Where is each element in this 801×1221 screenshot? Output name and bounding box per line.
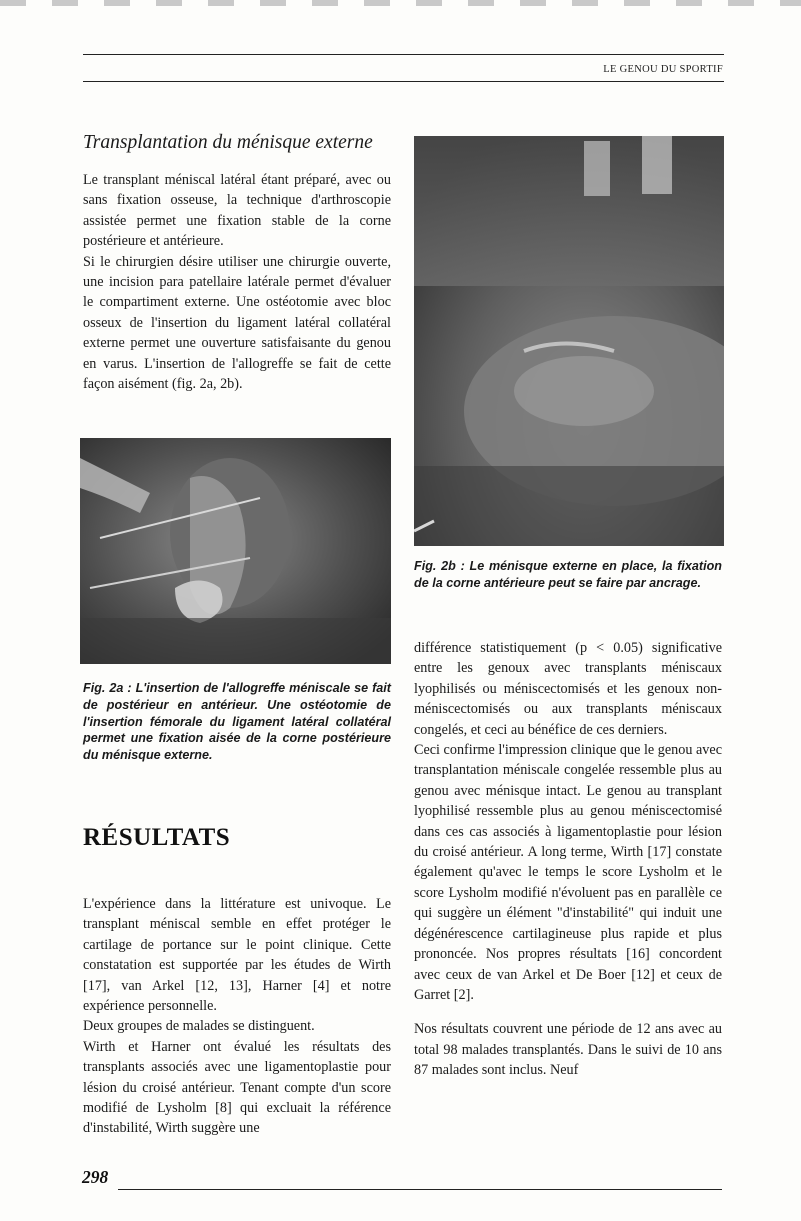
section-title: Transplantation du ménisque externe (83, 132, 373, 153)
header-rule-bottom (83, 81, 724, 82)
scan-artifact-dashes (0, 0, 801, 6)
results-heading: RÉSULTATS (83, 824, 231, 851)
left-column-results (83, 894, 391, 1139)
paragraph: différence statistiquement (p < 0.05) significative entre les genoux avec transplants méniscaux lyophilisés ou méniscectomisés et les genoux non-méniscectomisés ou aux transplants méniscaux congelés, et ceci au bénéfice de ces derniers. (414, 640, 722, 738)
page-number: 298 (82, 1167, 109, 1187)
header-rule-top (83, 54, 724, 55)
paragraph: L'expérience dans la littérature est univoque. Le transplant méniscal semble en effet protéger le cartilage de portance sur le point clinique. Cette constatation est supportée par les études de Wirth [17], van Arkel [12, 13], Harner [4] et notre expérience personnelle. (83, 896, 391, 1015)
figure-2a-photo (80, 438, 391, 664)
running-head: LE GENOU DU SPORTIF (603, 64, 723, 75)
paragraph: Si le chirurgien désire utiliser une chirurgie ouverte, une incision para patellaire latérale permet d'évaluer le compartiment externe. Une ostéotomie avec bloc osseux de l'insertion du ligament latéral collatéral externe permet une ouverture satisfaisante du genou en varus. L'insertion de l'allogreffe se fait de cette façon aisément (fig. 2a, 2b). (83, 253, 391, 393)
paragraph: Le transplant méniscal latéral étant préparé, avec ou sans fixation osseuse, la technique d'arthroscopie assistée permet une fixation stable de la corne postérieure et antérieure. (83, 172, 391, 250)
figure-2b-photo (414, 136, 724, 546)
figure-2a-caption: Fig. 2a : L'insertion de l'allogreffe méniscale se fait de postérieur en antérieur. Une ostéotomie de l'insertion fémorale du ligament latéral collatéral permet une fixation aisée de la corne postérieure du ménisque externe. (83, 681, 391, 763)
paragraph: Wirth et Harner ont évalué les résultats des transplants associés avec une ligamentoplastie pour lésion du croisé antérieur. Tenant compte d'un score modifié de Lysholm [8] qui excluait la référence d'instabilité, Wirth suggère une (83, 1038, 391, 1137)
footer-rule (118, 1189, 722, 1190)
right-column-text (414, 638, 722, 1081)
paragraph: Nos résultats couvrent une période de 12 ans avec au total 98 malades transplantés. Dans le suivi de 10 ans 87 malades sont inclus. Neuf (414, 1021, 722, 1079)
left-column-intro (83, 170, 391, 394)
paragraph: Deux groupes de malades se distinguent. (83, 1018, 315, 1035)
figure-2b-caption: Fig. 2b : Le ménisque externe en place, la fixation de la corne antérieure peut se faire par ancrage. (414, 559, 722, 590)
paragraph: Ceci confirme l'impression clinique que le genou avec transplantation méniscale congelée ressemble plus au genou avec ménisque intact. Le genou au transplant lyophilisé ressemble plus au genou méniscectomisé dans ces cas associés à ligamentoplastie pour lésion du croisé antérieur. A long terme, Wirth [17] constate également qu'avec le temps le score Lysholm et le score Lysholm modifié n'évoluent pas en parallèle ce qui suggère un élément "d'instabilité" qui induit une dégénérescence cartilagineuse plus rapide et plus prononcée. Nos propres résultats [16] concordent avec ceux de van Arkel et De Boer [12] et ceux de Garret [2]. (414, 742, 722, 1003)
